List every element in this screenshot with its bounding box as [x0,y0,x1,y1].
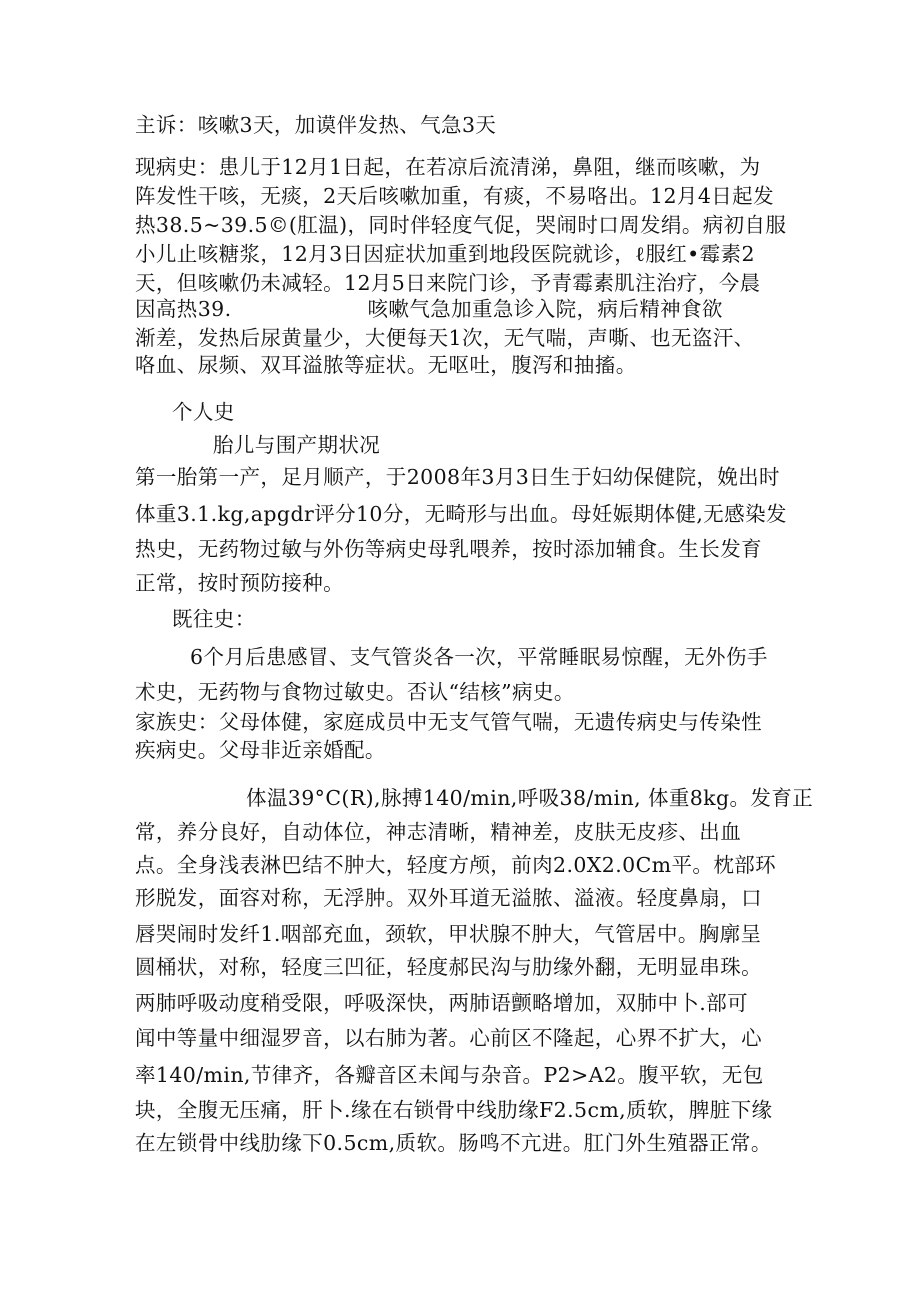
physical-exam-line: 在左锁骨中线肋缘下0.5cm,质软。肠鸣不亢进。肛门外生殖器正常。 [135,1131,772,1155]
present-illness-line: 天，但咳嗽仍未减轻。12月5日来院门诊，予青霉素肌注治疗，今晨 [135,271,761,295]
personal-history-heading: 个人史 [172,400,235,424]
present-illness-line: 咯血、尿频、双耳溢脓等症状。无呕吐，腹泻和抽搐。 [135,353,637,377]
present-illness-line: 渐差，发热后尿黄量少，大便每天1次，无气喘，声嘶、也无盗汗、 [135,326,755,350]
present-illness-line: 阵发性干咳，无痰，2天后咳嗽加重，有痰，不易咯出。12月4日起发 [135,184,774,208]
family-history-line: 家族史：父母体健，家庭成员中无支气管气喘，无遗传病史与传染性 [135,710,762,734]
perinatal-subheading: 胎儿与围产期状况 [213,433,381,457]
past-history-heading: 既往史： [172,607,256,631]
personal-history-line: 体重3.1.kg,apgdr评分10分，无畸形与出血。母妊娠期体健,无感染发 [135,502,787,526]
personal-history-line: 正常，按时预防接种。 [135,571,344,595]
physical-exam-line: 闻中等量中细湿罗音，以右肺为著。心前区不隆起，心界不扩大，心 [135,1026,762,1050]
physical-exam-line: 圆桶状，对称，轻度三凹征，轻度郝民沟与肋缘外翻，无明显串珠。 [135,955,762,979]
physical-exam-line: 两肺呼吸动度稍受限，呼吸深快，两肺语颤略增加，双肺中卜.部可 [135,991,749,1015]
present-illness-line: 现病史：患儿于12月1日起，在若凉后流清涕，鼻阻，继而咳嗽，为 [135,155,761,179]
family-history-line: 疾病史。父母非近亲婚配。 [135,738,386,762]
present-illness-line: 热38.5~39.5©(肛温)，同时伴轻度气促，哭闹时口周发绢。病初自服 [135,213,787,237]
personal-history-line: 热史，无药物过敏与外伤等病史母乳喂养，按时添加辅食。生长发育 [135,537,762,561]
present-illness-line [135,295,723,323]
present-illness-fragment: 因高热39. [135,297,232,321]
physical-exam-line: 形脱发，面容对称，无浮肿。双外耳道无溢脓、溢液。轻度鼻扇，口 [135,886,762,910]
physical-exam-line: 块，全腹无压痛，肝卜.缘在右锁骨中线肋缘F2.5cm,质软，脾脏下缘 [135,1098,773,1122]
physical-exam-line: 唇哭闹时发纤1.咽部充血，颈软，甲状腺不肿大，气管居中。胸廓呈 [135,922,762,946]
physical-exam-line: 点。全身浅表淋巴结不肿大，轻度方颅，前肉2.0X2.0Cm平。枕部环 [135,853,777,877]
past-history-line: 术史，无药物与食物过敏史。否认“结核”病史。 [135,680,575,704]
chief-complaint: 主诉：咳嗽3天，加谟伴发热、气急3天 [135,113,497,137]
physical-exam-line: 体温39°C(R),脉搏140/min,呼吸38/min, 体重8kg。发育正 [246,786,814,810]
present-illness-fragment: 咳嗽气急加重急诊入院，病后精神食欲 [367,297,723,321]
present-illness-line: 小儿止咳糖浆，12月3日因症状加重到地段医院就诊，ℓ服红•霉素2 [135,242,755,266]
past-history-line: 6个月后患感冒、支气管炎各一次，平常睡眠易惊醒，无外伤手 [190,645,768,669]
physical-exam-line: 常，养分良好，自动体位，神志清晰，精神差，皮肤无皮疹、出血 [135,820,742,844]
personal-history-line: 第一胎第一产，足月顺产，于2008年3月3日生于妇幼保健院，娩出时 [135,465,780,489]
physical-exam-line: 率140/min,节律齐，各瓣音区未闻与杂音。P2>A2。腹平软，无包 [135,1063,764,1087]
